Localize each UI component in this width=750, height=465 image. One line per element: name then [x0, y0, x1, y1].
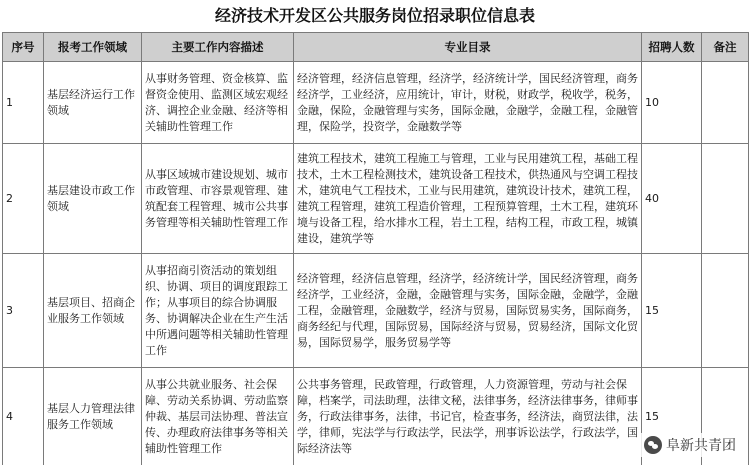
cell-desc: 从事公共就业服务、社会保障、劳动关系协调、劳动监察仲裁、基层司法协理、普法宣传、办理政府法律事务等相关辅助性管理工作	[142, 368, 294, 465]
cell-area: 基层建设市政工作领域	[44, 144, 142, 254]
cell-major: 经济管理，经济信息管理，经济学，经济统计学，国民经济管理，商务经济学，工业经济，应用统计，审计，财税，财政学，税收学，税务，金融，保险，金融管理与实务，国际金融，金融学，金融工程，金融管理，保险学，投资学，金融数学等	[294, 62, 642, 144]
cell-count: 40	[642, 144, 702, 254]
header-desc: 主要工作内容描述	[142, 33, 294, 62]
cell-desc: 从事招商引资活动的策划组织、协调、项目的调度跟踪工作；从事项目的综合协调服务、协调解决企业在生产生活中所遇问题等相关辅助性管理工作	[142, 254, 294, 368]
cell-major: 公共事务管理，民政管理，行政管理，人力资源管理，劳动与社会保障，档案学，司法助理，法律文秘，法律事务，经济法律事务，律师事务，行政法律事务，法律，书记官，检查事务，经济法，商贸法律，法学，律师，宪法学与行政法学，民法学，刑事诉讼法学，行政法学，国际经济法等	[294, 368, 642, 465]
cell-desc: 从事区域城市建设规划、城市市政管理、市容景观管理、建筑配套工程管理、城市公共事务管理等相关辅助性管理工作	[142, 144, 294, 254]
document-title: 经济技术开发区公共服务岗位招录职位信息表	[214, 6, 535, 25]
brand-text: 阜新共青团	[666, 438, 736, 454]
header-row	[3, 33, 749, 62]
cell-note	[702, 254, 749, 368]
header-note: 备注	[702, 33, 749, 62]
table-row	[3, 254, 749, 368]
cell-note	[702, 62, 749, 144]
header-major: 专业目录	[294, 33, 642, 62]
cell-count: 10	[642, 62, 702, 144]
header-area: 报考工作领域	[44, 33, 142, 62]
recruitment-table	[2, 32, 749, 465]
table-row	[3, 144, 749, 254]
cell-major: 经济管理，经济信息管理，经济学，经济统计学，国民经济管理，商务经济学，工业经济，金融，金融管理与实务，国际金融，金融学，金融工程，金融管理，金融数学，经济与贸易，国际贸易实务，国际商务，商务经纪与代理，国际贸易，国际经济与贸易，贸易经济，国际文化贸易，国际贸易学，服务贸易学等	[294, 254, 642, 368]
cell-count: 15	[642, 254, 702, 368]
cell-area: 基层经济运行工作领域	[44, 62, 142, 144]
cell-major: 建筑工程技术，建筑工程施工与管理，工业与民用建筑工程，基础工程技术，土木工程检测技术，建筑设备工程技术，供热通风与空调工程技术，建筑电气工程技术，工业与民用建筑，建筑设计技术，建筑工程，建筑工程管理，建筑工程造价管理，工程预算管理，土木工程，建筑环境与设备工程，给水排水工程，岩土工程，结构工程，市政工程，城镇建设，建筑学等	[294, 144, 642, 254]
cell-area: 基层项目、招商企业服务工作领域	[44, 254, 142, 368]
cell-no: 2	[3, 144, 44, 254]
brand-badge	[640, 433, 740, 457]
cell-no: 1	[3, 62, 44, 144]
cell-no: 3	[3, 254, 44, 368]
table-row	[3, 62, 749, 144]
cell-area: 基层人力管理法律服务工作领域	[44, 368, 142, 465]
header-no: 序号	[3, 33, 44, 62]
wechat-icon	[644, 436, 662, 454]
table-row	[3, 368, 749, 465]
cell-no: 4	[3, 368, 44, 465]
header-count: 招聘人数	[642, 33, 702, 62]
cell-count: 15	[642, 368, 702, 465]
cell-desc: 从事财务管理、资金核算、监督资金使用、监测区域宏观经济、调控企业金融、经济等相关辅助性管理工作	[142, 62, 294, 144]
cell-note	[702, 144, 749, 254]
